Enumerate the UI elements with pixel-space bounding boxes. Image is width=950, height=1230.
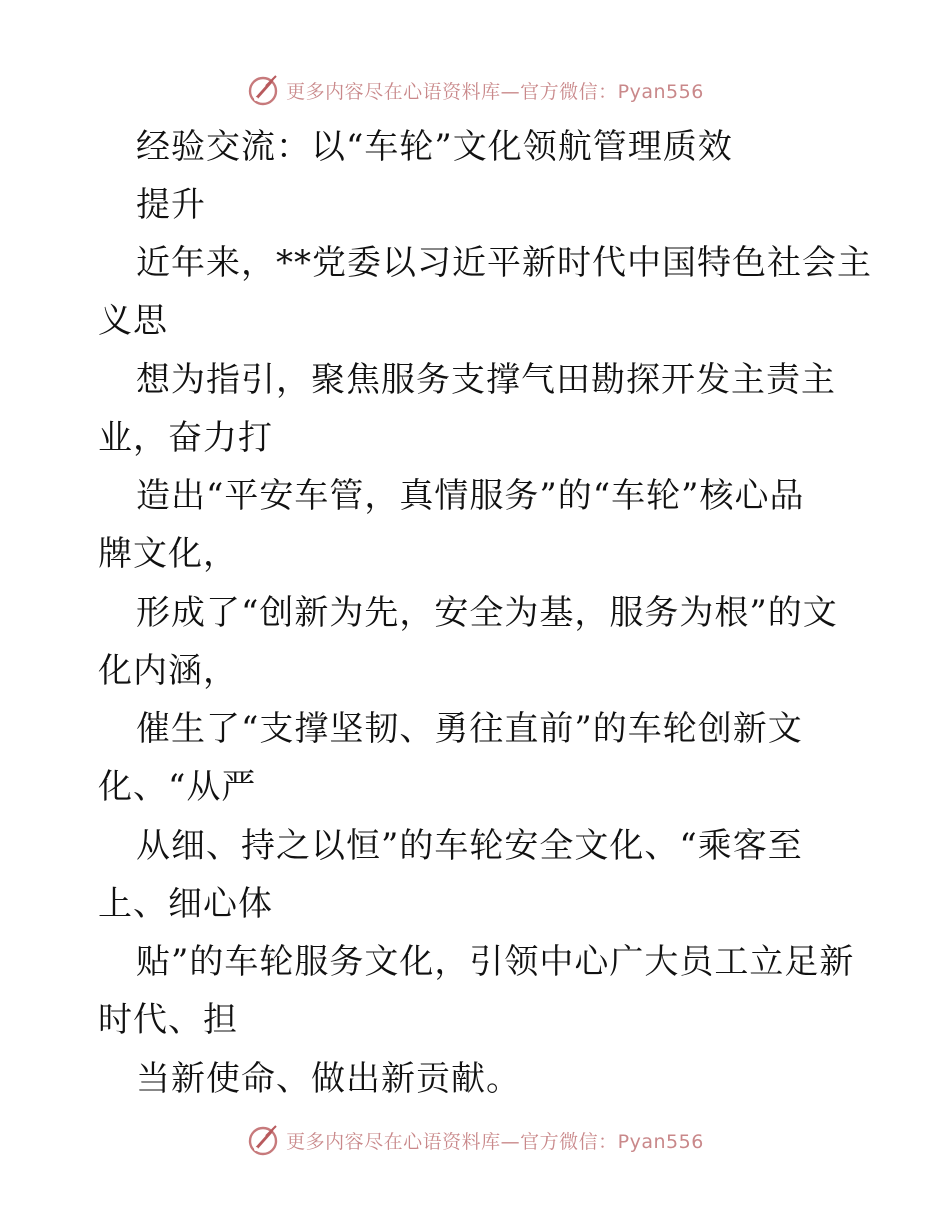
paragraph-line: 形成了“创新为先，安全为基，服务为根”的文 [136, 593, 838, 633]
paragraph-line: 当新使命、做出新贡献。 [136, 1059, 521, 1099]
paragraph-line: 义思 [98, 301, 168, 341]
paragraph-line: 贴”的车轮服务文化，引领中心广大员工立足新 [136, 942, 855, 982]
watermark-text: 更多内容尽在心语资料库—官方微信：Pyan556 [286, 80, 704, 103]
paragraph-line: 业，奋力打 [98, 418, 273, 458]
paragraph-line: 上、细心体 [98, 884, 273, 924]
paragraph-line: 催生了“支撑坚韧、勇往直前”的车轮创新文 [136, 709, 803, 749]
document-title-continued: 提升 [136, 185, 206, 225]
paragraph-line: 化内涵， [98, 651, 238, 691]
watermark-text: 更多内容尽在心语资料库—官方微信：Pyan556 [286, 1130, 704, 1153]
paragraph-line: 牌文化， [98, 534, 238, 574]
header-watermark-banner [0, 70, 950, 110]
paragraph-line: 造出“平安车管，真情服务”的“车轮”核心品 [136, 476, 805, 516]
document-title: 经验交流：以“车轮”文化领航管理质效 [136, 127, 733, 167]
paragraph-line: 从细、持之以恒”的车轮安全文化、“乘客至 [136, 826, 803, 866]
footer-watermark-banner [0, 1120, 950, 1160]
quill-pen-logo-icon [246, 73, 280, 107]
paragraph-line: 时代、担 [98, 1000, 238, 1040]
paragraph-line: 想为指引，聚焦服务支撑气田勘探开发主责主 [136, 360, 836, 400]
quill-pen-logo-icon [246, 1123, 280, 1157]
paragraph-line: 化、“从严 [98, 767, 257, 807]
paragraph-line: 近年来，**党委以习近平新时代中国特色社会主 [136, 243, 872, 283]
